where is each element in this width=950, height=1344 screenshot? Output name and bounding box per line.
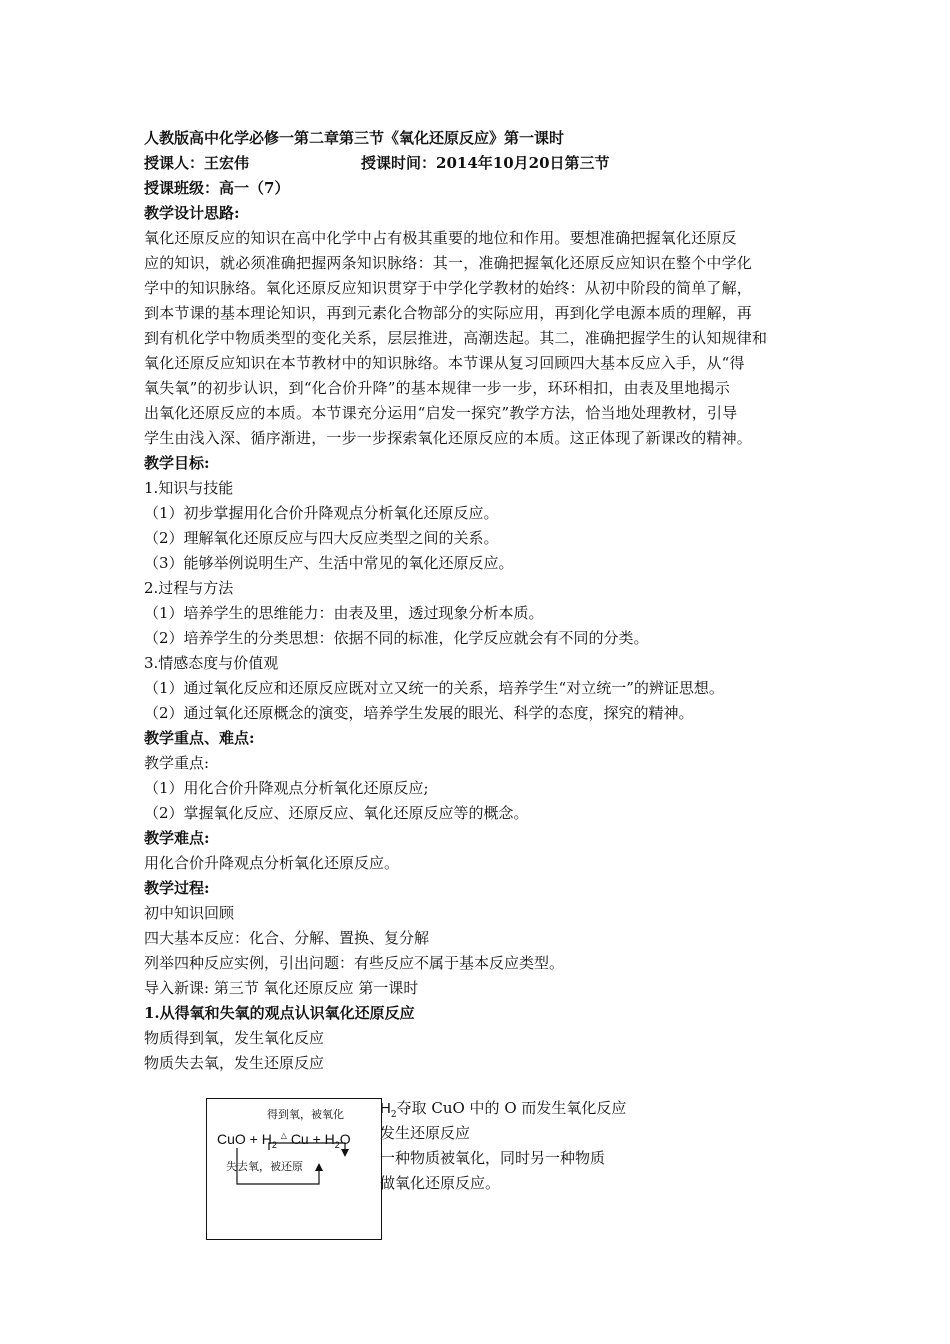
key-point: （2）掌握氧化反应、还原反应、氧化还原反应等的概念。	[144, 804, 529, 822]
key-point: （1）用化合价升降观点分析氧化还原反应;	[144, 779, 429, 797]
side-line	[380, 1096, 626, 1121]
teacher-time-line	[144, 151, 812, 176]
design-paragraph	[144, 226, 812, 451]
goal-item: （1）通过氧化反应和还原反应既对立又统一的关系，培养学生“对立统一”的辨证思想。	[144, 679, 724, 697]
goals-heading: 教学目标:	[144, 454, 210, 472]
goal-item: （2）理解氧化还原反应与四大反应类型之间的关系。	[144, 529, 499, 547]
design-line: 氧化还原反应的知识在高中化学中占有极其重要的地位和作用。要想准确把握氧化还原反	[144, 229, 737, 247]
side-line: 发生还原反应	[380, 1124, 471, 1142]
goal-item: 1.知识与技能	[144, 479, 234, 497]
eq-products: Cu + H	[290, 1131, 335, 1147]
goal-item: （3）能够举例说明生产、生活中常见的氧化还原反应。	[144, 554, 514, 572]
lesson-time: 授课时间：2014年10月20日第三节	[361, 154, 610, 172]
goal-item: 3.情感态度与价值观	[144, 654, 279, 672]
process-line: 列举四种反应实例，引出问题：有些反应不属于基本反应类型。	[144, 954, 565, 972]
label-reduced: 失去氧，被还原	[226, 1160, 303, 1173]
eq-reactants: CuO + H	[217, 1131, 272, 1147]
reaction-equation	[217, 1131, 351, 1150]
document-body	[144, 126, 812, 1076]
section1-heading: 1.从得氧和失氧的观点认识氧化还原反应	[144, 1004, 415, 1022]
design-line: 学生由浅入深、循序渐进，一步一步探索氧化还原反应的本质。这正体现了新课改的精神。	[144, 429, 753, 447]
goal-item: （2）通过氧化还原概念的演变，培养学生发展的眼光、科学的态度，探究的精神。	[144, 704, 694, 722]
side-line1-text: 夺取 CuO 中的 O 而发生氧化反应	[396, 1099, 627, 1117]
process-heading: 教学过程:	[144, 879, 210, 897]
goal-item: （1）培养学生的思维能力：由表及里，透过现象分析本质。	[144, 604, 544, 622]
goal-item: （1）初步掌握用化合价升降观点分析氧化还原反应。	[144, 504, 499, 522]
difficulty-heading: 教学难点:	[144, 829, 210, 847]
eq-oxygen: O	[339, 1131, 351, 1147]
section1-line: 物质失去氧，发生还原反应	[144, 1054, 325, 1072]
label-oxidized: 得到氧，被氧化	[267, 1108, 344, 1121]
goal-item: 2.过程与方法	[144, 579, 234, 597]
process-line: 导入新课: 第三节 氧化还原反应 第一课时	[144, 979, 419, 997]
design-line: 到有机化学中物质类型的变化关系，层层推进，高潮迭起。其二，准确把握学生的认知规律和	[144, 329, 768, 347]
design-heading: 教学设计思路:	[144, 204, 240, 222]
goal-item: （2）培养学生的分类思想：依据不同的标准，化学反应就会有不同的分类。	[144, 629, 649, 647]
process-line: 四大基本反应：化合、分解、置换、复分解	[144, 929, 430, 947]
side-line: 一种物质被氧化，同时另一种物质	[380, 1149, 606, 1167]
eq-subscript: 2	[334, 1139, 340, 1150]
eq-subscript: 2	[271, 1139, 277, 1150]
design-line: 出氧化还原反应的本质。本节课充分运用“启发一探究”教学方法，恰当地处理教材，引导	[144, 404, 738, 422]
side-sub: 2	[390, 1110, 397, 1120]
design-line: 到本节课的基本理论知识，再到元素化合物部分的实际应用，再到化学电源本质的理解，再	[144, 304, 753, 322]
key-subheading: 教学重点:	[144, 754, 210, 772]
design-line: 学中的知识脉络。氧化还原反应知识贯穿于中学化学教材的始终：从初中阶段的简单了解，	[144, 279, 753, 297]
side-line: 做氧化还原反应。	[380, 1174, 501, 1192]
design-line: 氧失氧”的初步认识，到“化合价升降”的基本规律一步一步，环环相扣，由表及里地揭示	[144, 379, 731, 397]
difficulty-text: 用化合价升降观点分析氧化还原反应。	[144, 854, 400, 872]
document-title: 人教版高中化学必修一第二章第三节《氧化还原反应》第一课时	[144, 129, 565, 147]
design-line: 氧化还原反应知识在本节教材中的知识脉络。本节课从复习回顾四大基本反应入手，从“得	[144, 354, 745, 372]
key-heading: 教学重点、难点:	[144, 729, 255, 747]
redox-diagram-box	[206, 1098, 382, 1240]
teacher: 授课人：王宏伟	[144, 154, 250, 172]
class-info: 授课班级：高一（7）	[144, 179, 290, 197]
side-h: H	[380, 1100, 391, 1117]
heat-sign: △	[280, 1131, 287, 1140]
section1-line: 物质得到氧，发生氧化反应	[144, 1029, 325, 1047]
process-line: 初中知识回顾	[144, 904, 235, 922]
design-line: 应的知识，就必须准确把握两条知识脉络：其一，准确把握氧化还原反应知识在整个中学化	[144, 254, 753, 272]
diagram-side-text	[380, 1096, 626, 1196]
